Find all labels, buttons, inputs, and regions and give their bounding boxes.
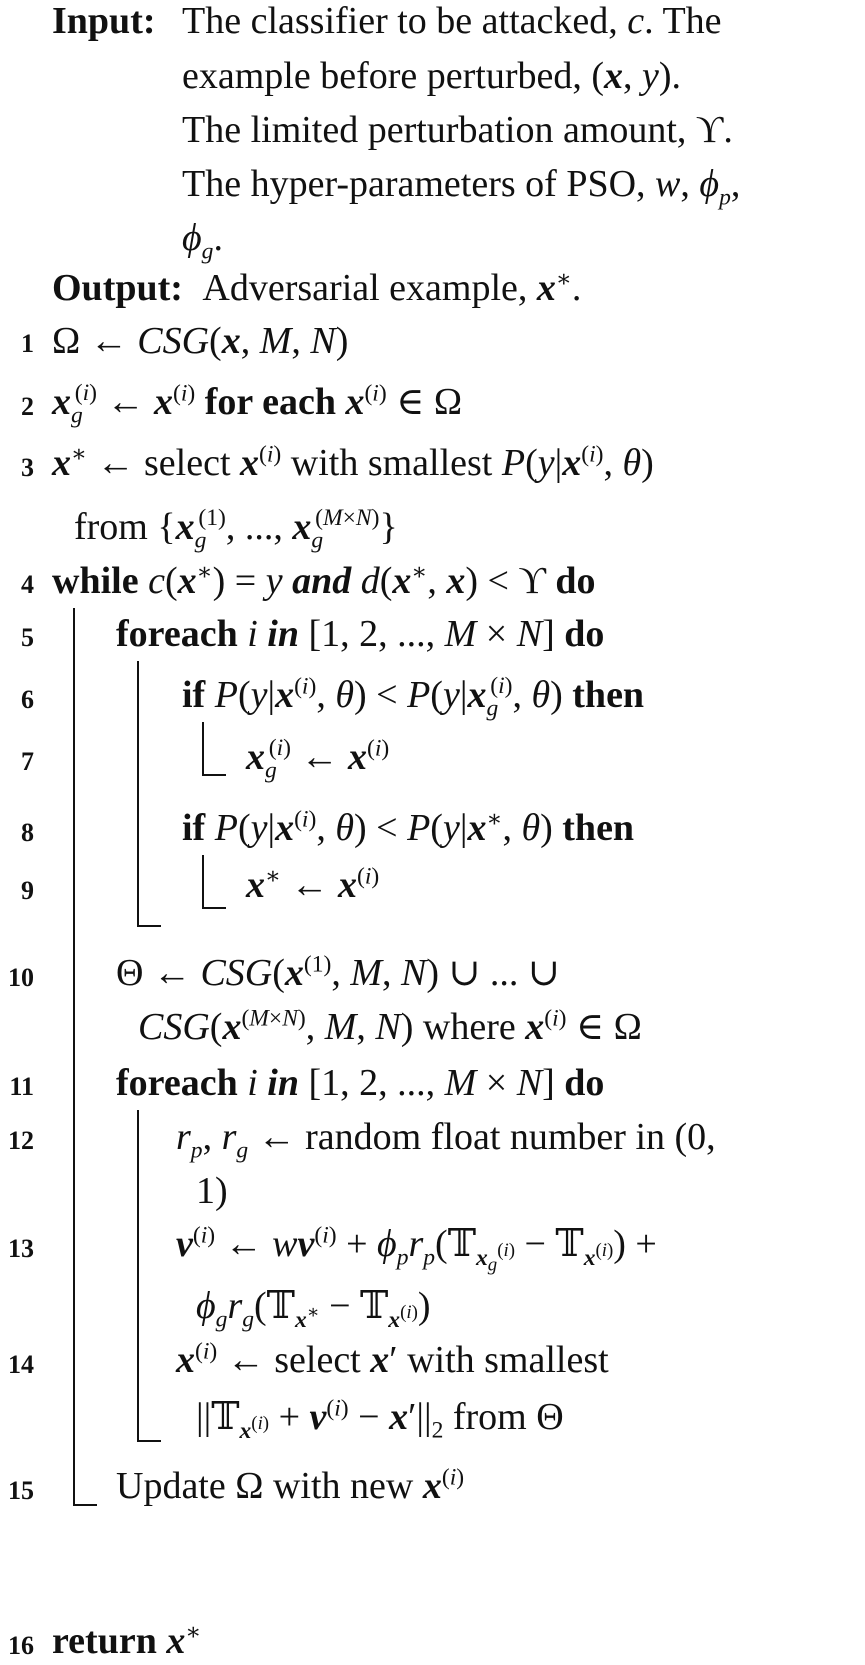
if-block-foot [202, 907, 226, 909]
line-number: 4 [21, 570, 34, 599]
algo-line-3: x∗ ← select $x^{(i)}$ with smallest $P(y|x^{(i)}$, θ) [52, 441, 654, 484]
line-number: 13 [8, 1234, 34, 1263]
line-number: 2 [21, 392, 34, 421]
while-block-foot [73, 1504, 97, 1506]
input-line-2: example before perturbed, (x, y). [182, 55, 682, 97]
line-number: 10 [8, 963, 34, 992]
if-block-bar [202, 855, 204, 909]
line-number: 12 [8, 1126, 34, 1155]
algo-line-1: Ω ← CSG(x, M, N) [52, 320, 349, 362]
input-line-3: The limited perturbation amount, ϒ. [182, 109, 733, 151]
algo-line-6: if $P(y|x^{(i)}$, $\theta) < P(y|x_g^{(i)}$, θ) then [182, 673, 645, 722]
line-number: 5 [21, 623, 34, 652]
algo-line-15: Update Ω with new $x^{(i)}$ [116, 1464, 465, 1507]
line-number: 16 [8, 1631, 34, 1660]
line-number: 1 [21, 329, 34, 358]
line-number: 8 [21, 818, 34, 847]
if-block-bar [202, 722, 204, 776]
algo-line-13: $v^{(i)}$ ← $wv^{(i)}$ + $\phi_pr_p(𝕋_{x_g^{(i)}}$ − 𝕋$_{x^{(i)}}$) + [176, 1222, 657, 1276]
line-number: 14 [8, 1350, 34, 1379]
foreach-block-foot [137, 925, 161, 927]
output-line: Output: Adversarial example, x∗. [52, 266, 582, 309]
algo-line-14: $x^{(i)}$ ← select x′ with smallest [176, 1338, 609, 1381]
algo-line-4: while c(x∗) = y and d(x∗, x) < ϒ do [52, 559, 596, 602]
algo-line-7: $x_g^{(i)}$ ← $x^{(i)}$ [246, 735, 390, 784]
input-line-5: $\phi_g$. [182, 217, 223, 265]
algo-line-13-cont: $\phi_gr_g(𝕋_{x^∗}$ − 𝕋$_{x^{(i)}}$) [196, 1285, 431, 1333]
if-block-foot [202, 774, 226, 776]
line-number: 15 [8, 1476, 34, 1505]
input-line-1: Input: The classifier to be attacked, c. The [52, 0, 722, 42]
foreach-block-foot [137, 1440, 161, 1442]
algo-line-8: if $P(y|x^{(i)}$, θ) < P(y|x∗, θ) then [182, 806, 635, 849]
line-number: 11 [9, 1072, 34, 1101]
line-number: 9 [21, 876, 34, 905]
algo-line-16: return x∗ [52, 1619, 202, 1662]
algo-line-3-cont: from {$x_g^{(1)}$, ..., $x_g^{(M\times N)}$} [74, 505, 398, 554]
input-label: Input: [52, 0, 156, 42]
algo-line-2: $x_g^{(i)}$ ← $x^{(i)}$ for each $x^{(i)}$ ∈ Ω [52, 380, 463, 429]
algo-line-12: $r_p$, $r_g$ ← random float number in (0, [176, 1116, 716, 1164]
line-number: 7 [21, 747, 34, 776]
input-line-4: The hyper-parameters of PSO, w, $\phi_p$, [182, 163, 741, 211]
algo-line-5: foreach i in [1, 2, ..., M × N] do [116, 613, 605, 655]
output-label: Output: [52, 267, 183, 309]
foreach-block-bar [137, 661, 139, 927]
algo-line-10-cont: $CSG(x^{(M\times N)}$, M, N) where $x^{(i)}$ ∈ Ω [138, 1005, 642, 1048]
algo-line-9: x∗ ← $x^{(i)}$ [246, 863, 380, 906]
while-block-bar [73, 608, 75, 1506]
line-number: 3 [21, 453, 34, 482]
line-number: 6 [21, 685, 34, 714]
algo-line-10: Θ ← $CSG(x^{(1)}$, M, N) ∪ ... ∪ [116, 951, 560, 994]
algo-line-12-cont: 1) [196, 1170, 228, 1212]
foreach-block-bar [137, 1110, 139, 1442]
algo-line-11: foreach i in [1, 2, ..., M × N] do [116, 1062, 605, 1104]
algo-line-14-cont: ||𝕋$_{x^{(i)}}$ + $v^{(i)} - x'||_2$ from Θ [196, 1395, 564, 1444]
